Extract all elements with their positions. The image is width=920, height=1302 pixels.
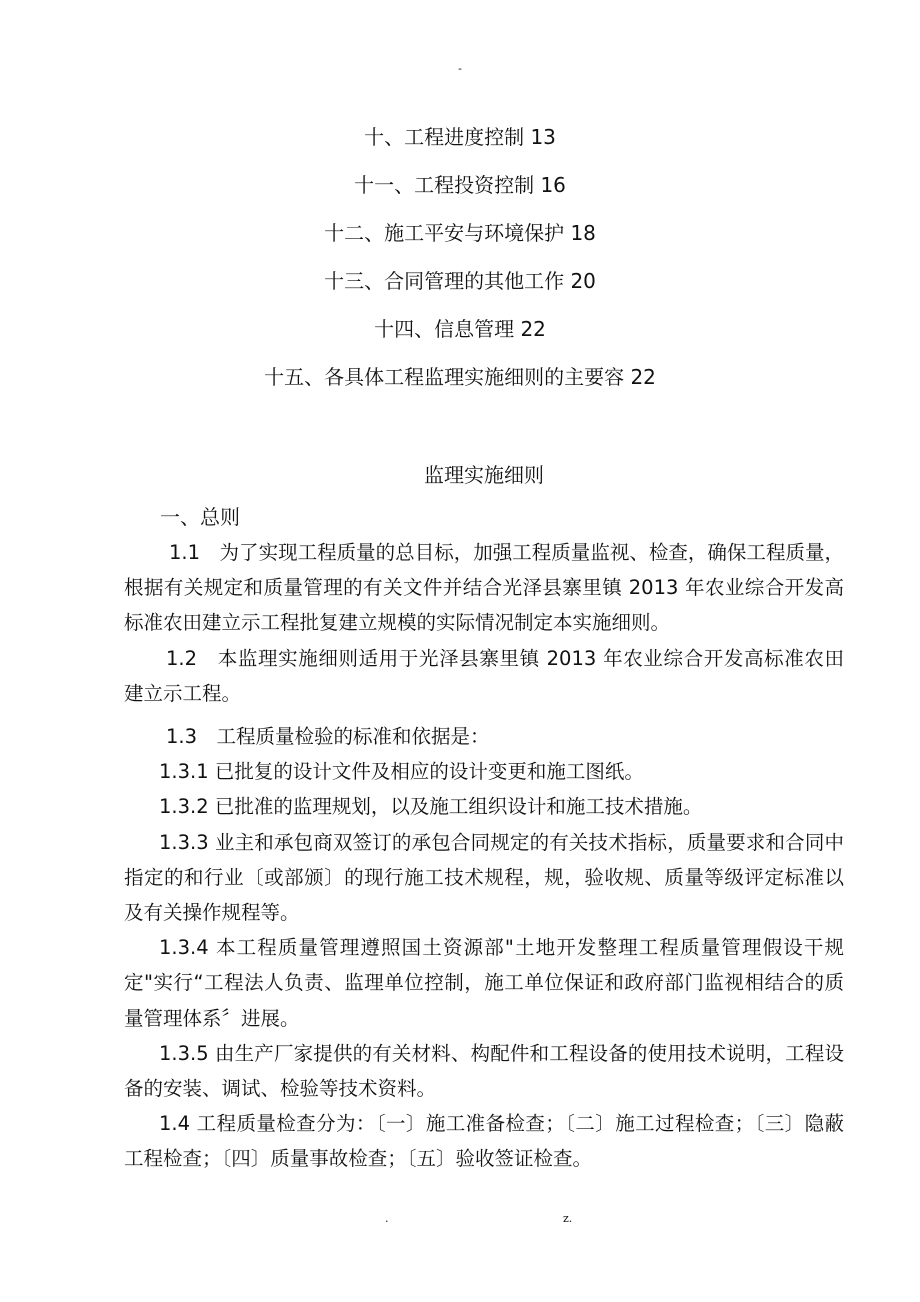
footer-right-mark: z. — [563, 1212, 573, 1225]
paragraph-1-3-5: 1.3.5 由生产厂家提供的有关材料、构配件和工程设备的使用技术说明，工程设备的安装、调试、检验等技术资料。 — [124, 1041, 844, 1101]
page-footer — [0, 1212, 920, 1228]
toc-entry: 十三、合同管理的其他工作 20 — [324, 269, 596, 293]
toc-entry: 十、工程进度控制 13 — [364, 125, 556, 149]
document-body — [124, 535, 844, 1177]
paragraph-1-3-2: 1.3.2 已批准的监理规划，以及施工组织设计和施工技术措施。 — [159, 795, 703, 819]
paragraph-1-3-4: 1.3.4 本工程质量管理遵照国土资源部"土地开发整理工程质量管理假设干规定"实行“工程法人负责、监理单位控制，施工单位保证和政府部门监视相结合的质量管理体系〞进展。 — [124, 936, 844, 1030]
paragraph-1-3: 1.3 工程质量检验的标准和依据是： — [166, 725, 490, 749]
toc-entry: 十四、信息管理 22 — [374, 317, 546, 341]
table-of-contents — [0, 120, 920, 408]
section-heading: 一、总则 — [160, 505, 240, 529]
paragraph-1-3-3: 1.3.3 业主和承包商双签订的承包合同规定的有关技术指标，质量要求和合同中指定的和行业〔或部颁〕的现行施工技术规程，规，验收规、质量等级评定标准以及有关操作规程等。 — [124, 830, 844, 925]
paragraph-1-2: 1.2 本监理实施细则适用于光泽县寨里镇 2013 年农业综合开发高标准农田建立示工程。 — [124, 646, 844, 705]
footer-left-mark: . — [385, 1212, 389, 1225]
paragraph-1-1: 1.1 为了实现工程质量的总目标，加强工程质量监视、检查，确保工程质量，根据有关规定和质量管理的有关文件并结合光泽县寨里镇 2013 年农业综合开发高标准农田建立示工程批复建立规模的实际情况制定本实施细则。 — [124, 541, 844, 635]
toc-entry: 十一、工程投资控制 16 — [354, 173, 566, 197]
document-title: 监理实施细则 — [424, 463, 544, 487]
toc-entry: 十五、各具体工程监理实施细则的主要容 22 — [264, 365, 656, 389]
paragraph-1-3-1: 1.3.1 已批复的设计文件及相应的设计变更和施工图纸。 — [159, 760, 644, 784]
toc-entry: 十二、施工平安与环境保护 18 — [324, 221, 596, 245]
page-header-mark: - — [458, 62, 462, 75]
paragraph-1-4: 1.4 工程质量检查分为：〔一〕施工准备检查；〔二〕施工过程检查；〔三〕隐蔽工程检查；〔四〕质量事故检查；〔五〕验收签证检查。 — [124, 1112, 844, 1171]
